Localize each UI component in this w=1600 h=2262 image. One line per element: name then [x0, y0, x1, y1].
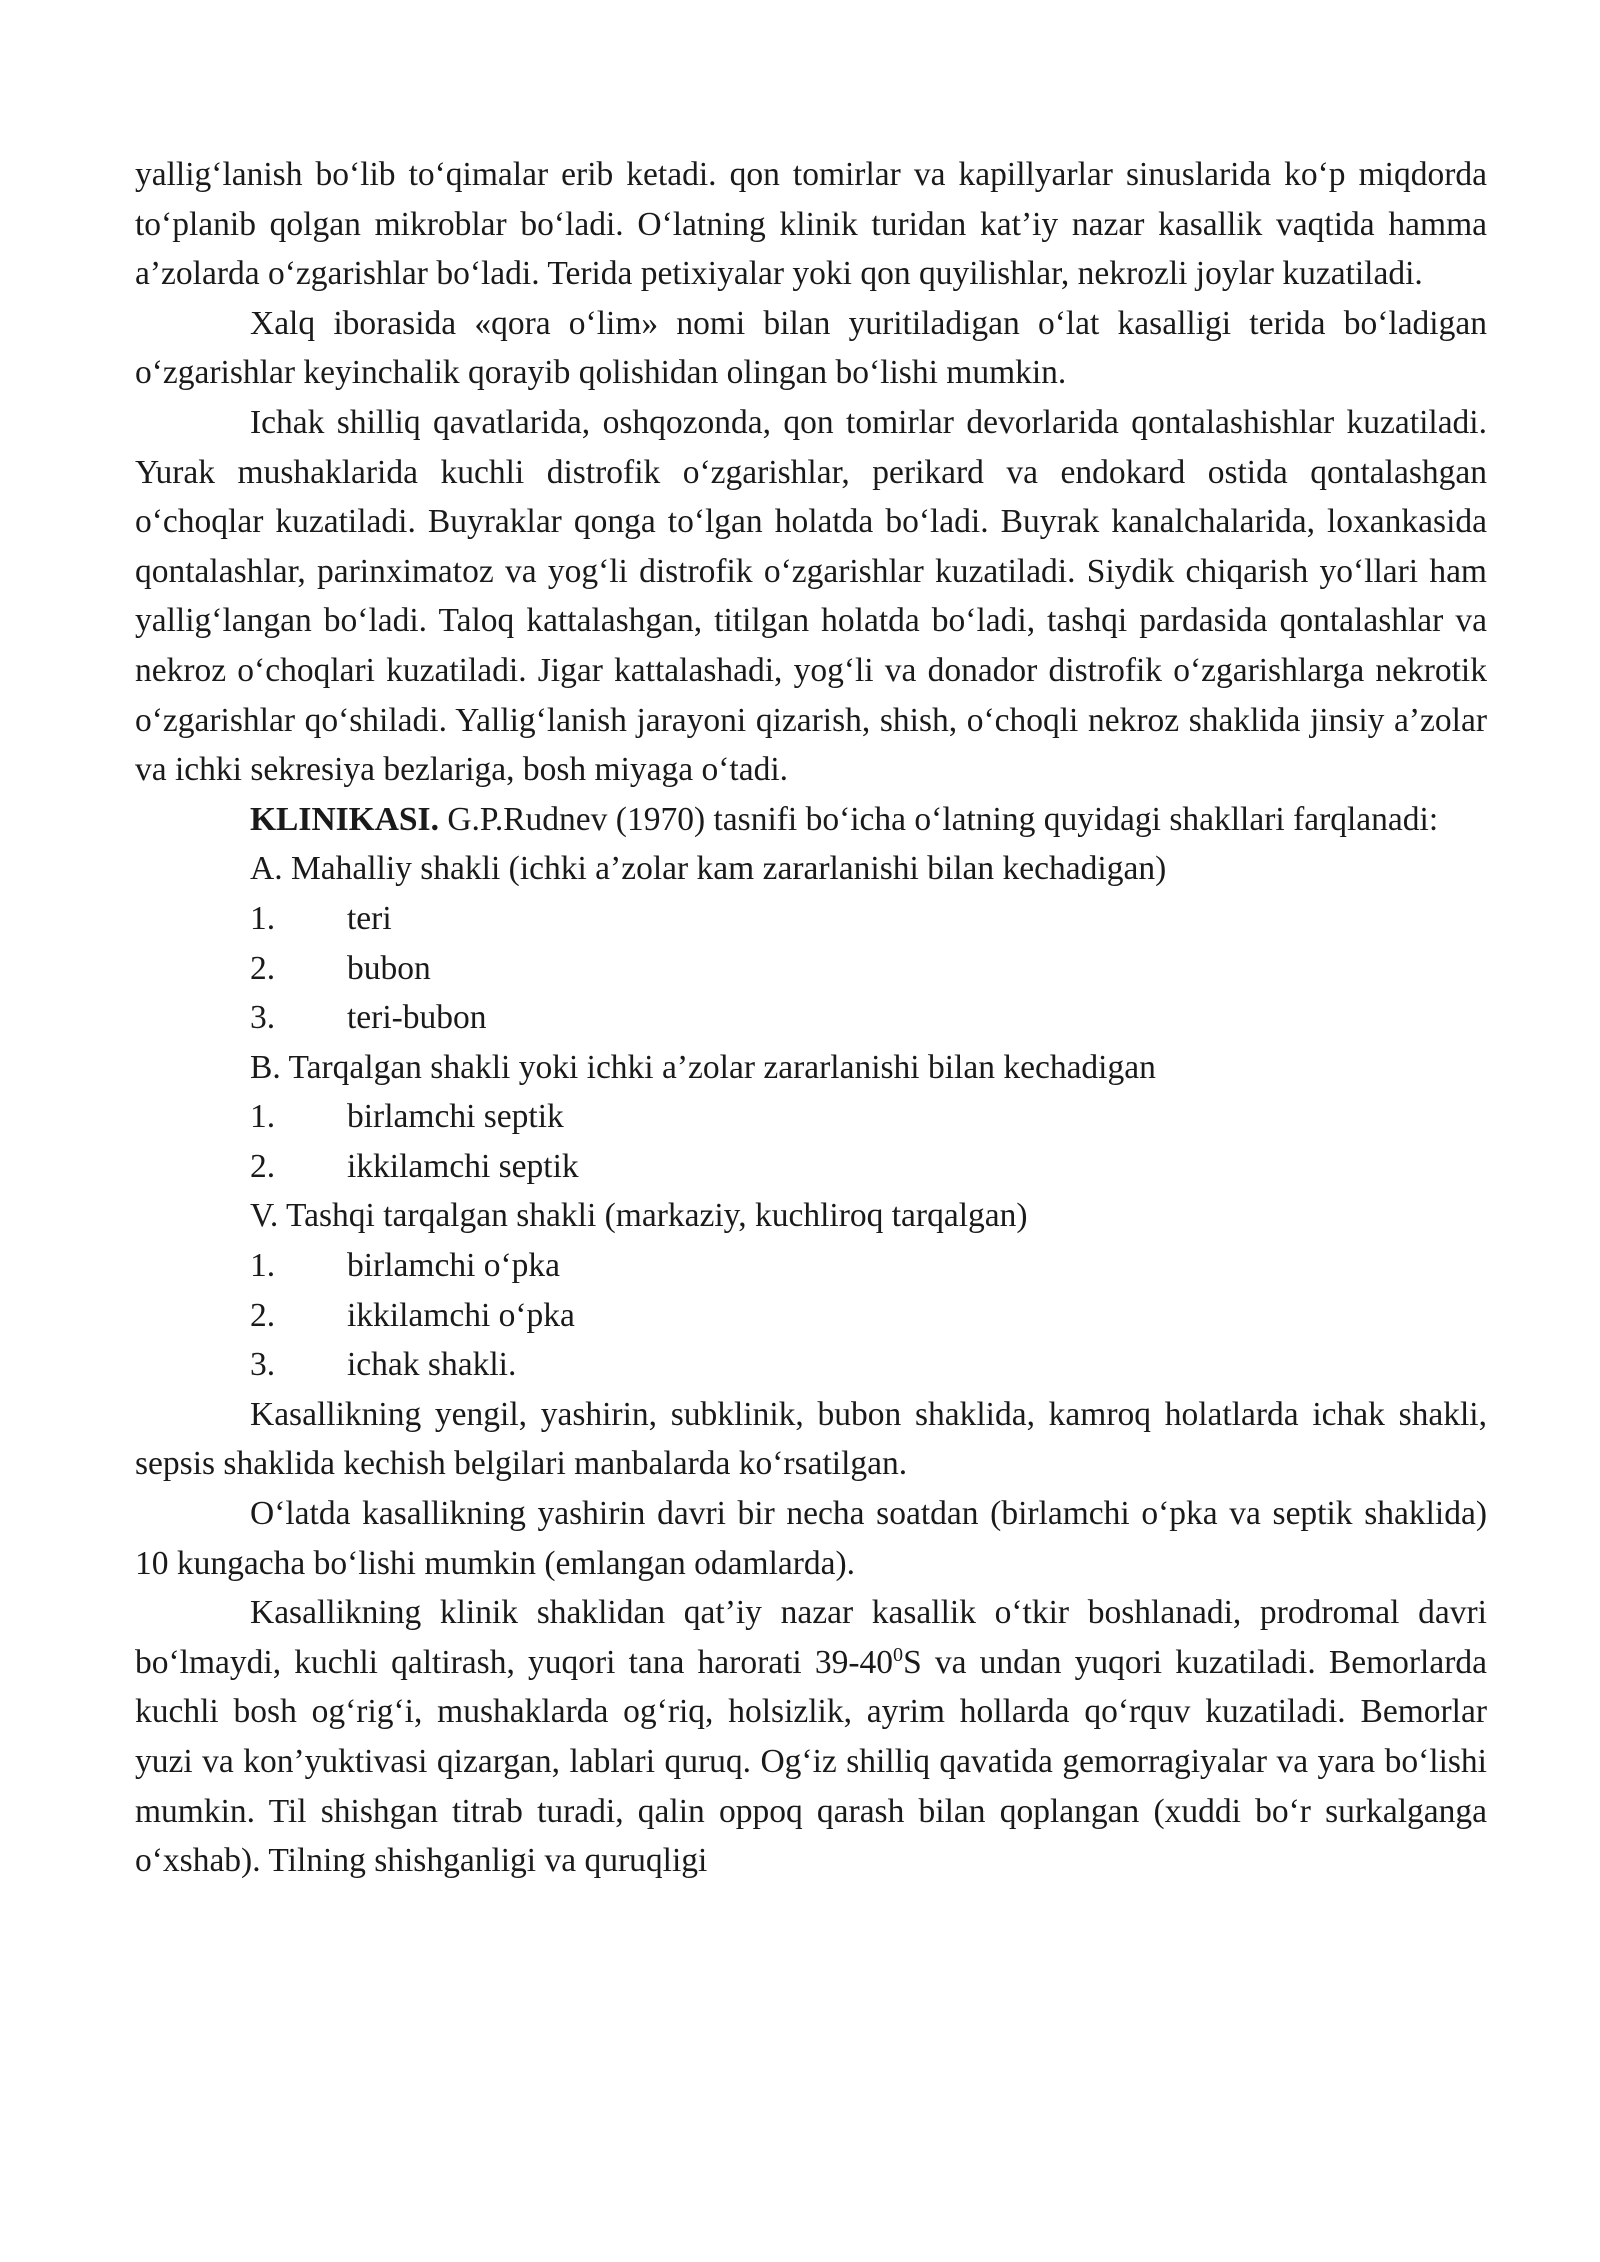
group-v-title: V. Tashqi tarqalgan shakli (markaziy, kuchliroq tarqalgan): [250, 1197, 1028, 1235]
group-a-title: A. Mahalliy shakli (ichki a’zolar kam zararlanishi bilan kechadigan): [250, 850, 1167, 888]
list-item-number: 2.: [250, 1147, 276, 1185]
list-item-text: teri: [347, 899, 392, 937]
list-item-number: 2.: [250, 1296, 276, 1334]
list-item: [135, 1340, 1487, 1390]
paragraph-incubation-period: O‘latda kasallikning yashirin davri bir necha soatdan (birlamchi o‘pka va septik shaklida) 10 kungacha bo‘lishi mumkin (emlangan odamlarda).: [135, 1495, 1487, 1582]
list-item-text: birlamchi septik: [347, 1098, 564, 1136]
paragraph-organ-changes: Ichak shilliq qavatlarida, oshqozonda, qon tomirlar devorlarida qontalashishlar kuzatiladi. Yurak mushaklarida kuchli distrofik o‘zgarishlar, perikard va endokard ostida qontalashgan o‘choqlar kuzatiladi. Buyraklar qonga to‘lgan holatda bo‘ladi. Buyrak kanalchalarida, loxankasida qontalashlar, parinximatoz va yog‘li distrofik o‘zgarishlar kuzatiladi. Siydik chiqarish yo‘llari ham yallig‘langan bo‘ladi. Taloq kattalashgan, titilgan holatda bo‘ladi, tashqi pardasida qontalashlar va nekroz o‘choqlari kuzatiladi. Jigar kattalashadi, yog‘li va donador distrofik o‘zgarishlarga nekrotik o‘zgarishlar qo‘shiladi. Yallig‘lanish jarayoni qizarish, shish, o‘choqli nekroz shaklida jinsiy a’zolar va ichki sekresiya bezlariga, bosh miyaga o‘tadi.: [135, 403, 1487, 789]
paragraph-clinic-classification: [135, 795, 1487, 845]
list-item-text: ikkilamchi o‘pka: [347, 1296, 575, 1334]
list-item-number: 1.: [250, 1247, 276, 1285]
list-item-number: 3.: [250, 1346, 276, 1384]
paragraph-pathology-intro: yallig‘lanish bo‘lib to‘qimalar erib ketadi. qon tomirlar va kapillyarlar sinuslarida ko‘p miqdorda to‘planib qolgan mikroblar bo‘ladi. O‘latning klinik turidan kat’iy nazar kasallik vaqtida hamma a’zolarda o‘zgarishlar bo‘ladi. Terida petixiyalar yoki qon quyilishlar, nekrozli joylar kuzatiladi.: [135, 156, 1487, 293]
list-item-text: ichak shakli.: [347, 1346, 517, 1384]
section-heading-klinikasi: KLINIKASI.: [250, 800, 439, 838]
list-item-text: bubon: [347, 949, 431, 987]
paragraph-disease-forms: Kasallikning yengil, yashirin, subklinik, bubon shaklida, kamroq holatlarda ichak shakli, sepsis shaklida kechish belgilari manbalarda ko‘rsatilgan.: [135, 1395, 1487, 1483]
list-item: [135, 993, 1487, 1043]
classification-intro-text: G.P.Rudnev (1970) tasnifi bo‘icha o‘latning quyidagi shakllari farqlanadi:: [438, 800, 1439, 838]
list-item-number: 1.: [250, 899, 276, 937]
paragraph-black-death: Xalq iborasida «qora o‘lim» nomi bilan yuritiladigan o‘lat kasalligi terida bo‘ladigan o‘zgarishlar keyinchalik qorayib qolishidan olingan bo‘lishi mumkin.: [135, 304, 1487, 392]
paragraph-symptoms: [135, 1588, 1487, 1886]
list-item-text: teri-bubon: [347, 999, 487, 1037]
list-item-number: 2.: [250, 949, 276, 987]
symptoms-text-start: Kasallikning klinik shaklidan qat’iy nazar kasallik o‘tkir boshlanadi, prodromal davri bo‘lmaydi, kuchli qaltirash, yuqori tana harorati 39-40: [135, 1594, 1487, 1681]
list-item: [135, 1142, 1487, 1192]
list-item-text: birlamchi o‘pka: [347, 1247, 561, 1285]
document-page: [135, 150, 1487, 1886]
list-item: [135, 894, 1487, 944]
list-item: [135, 1241, 1487, 1291]
list-item-number: 1.: [250, 1098, 276, 1136]
list-item: [135, 1291, 1487, 1341]
group-b-title: B. Tarqalgan shakli yoki ichki a’zolar zararlanishi bilan kechadigan: [250, 1048, 1156, 1086]
list-item-number: 3.: [250, 999, 276, 1037]
list-item: [135, 1092, 1487, 1142]
list-item-text: ikkilamchi septik: [347, 1147, 579, 1185]
degree-superscript: 0: [893, 1643, 904, 1666]
symptoms-text-end: S va undan yuqori kuzatiladi. Bemorlarda kuchli bosh og‘rig‘i, mushaklarda og‘riq, holsizlik, ayrim hollarda qo‘rquv kuzatiladi. Bemorlar yuzi va kon’yuktivasi qizargan, lablari quruq. Og‘iz shilliq qavatida gemorragiyalar va yara bo‘lishi mumkin. Til shishgan titrab turadi, qalin oppoq qarash bilan qoplangan (xuddi bo‘r surkalganga o‘xshab). Tilning shishganligi va quruqligi: [135, 1643, 1487, 1880]
list-item: [135, 944, 1487, 994]
